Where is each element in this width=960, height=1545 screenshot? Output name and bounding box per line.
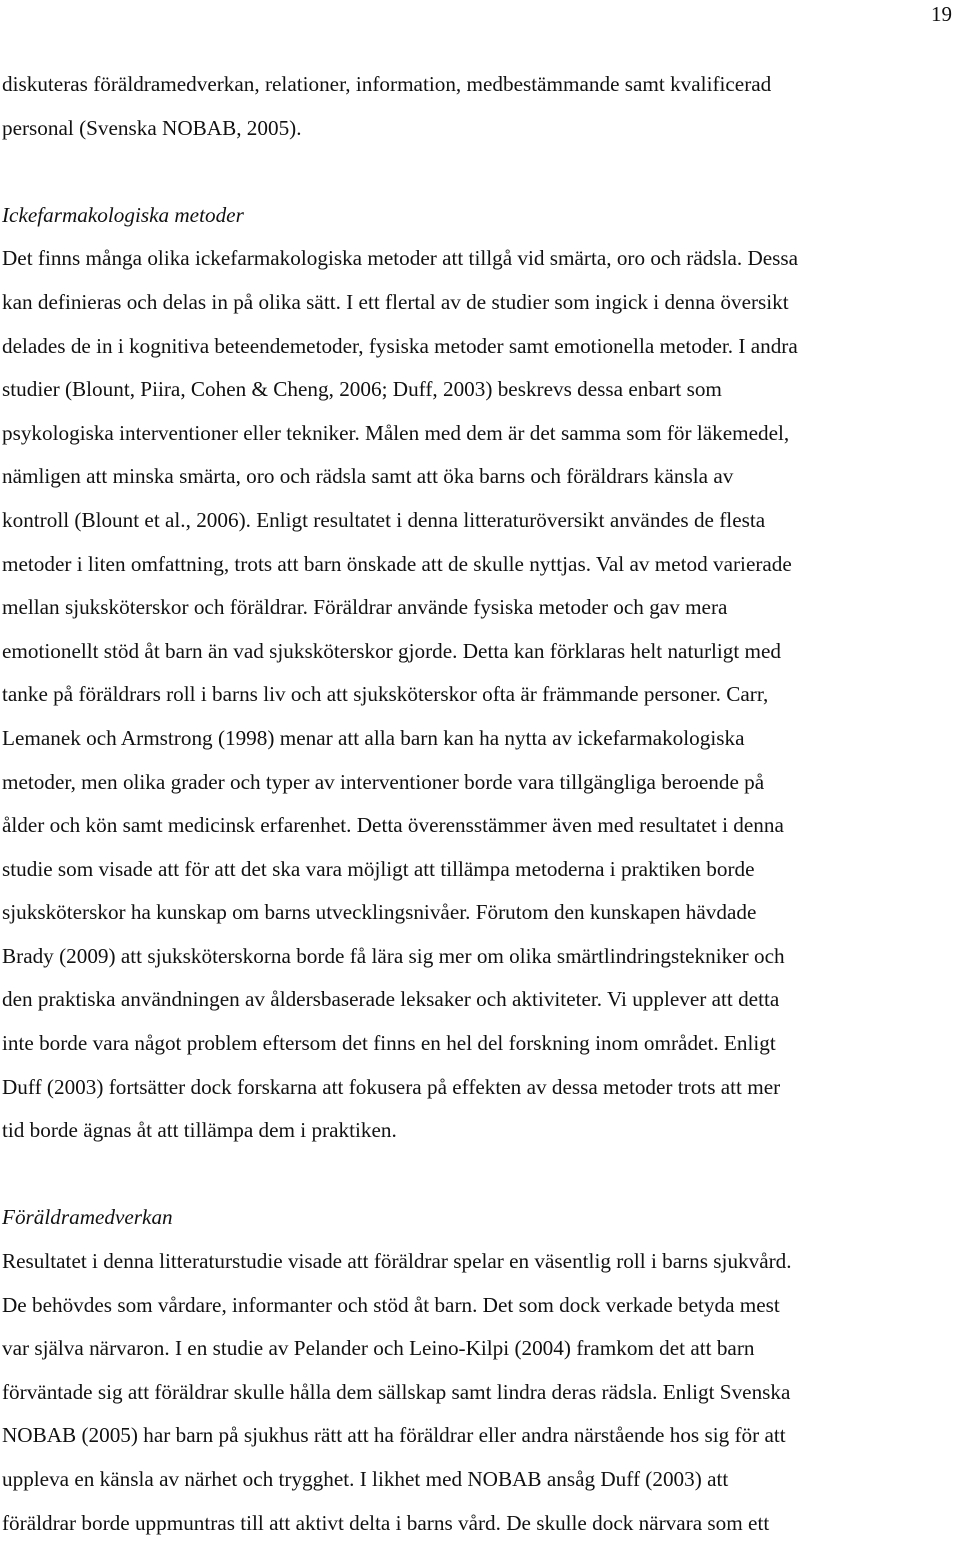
text-line: NOBAB (2005) har barn på sjukhus rätt att ha föräldrar eller andra närstående hos sig för att: [2, 1423, 786, 1448]
text-line: studier (Blount, Piira, Cohen & Cheng, 2006; Duff, 2003) beskrevs dessa enbart som: [2, 377, 722, 402]
text-line: tid borde ägnas åt att tillämpa dem i praktiken.: [2, 1118, 397, 1143]
text-line: metoder i liten omfattning, trots att barn önskade att de skulle nyttjas. Val av metod varierade: [2, 551, 792, 576]
page-number: 19: [931, 2, 952, 26]
text-line: förväntade sig att föräldrar skulle hålla dem sällskap samt lindra deras rädsla. Enligt Svenska: [2, 1379, 791, 1404]
intro-paragraph: [2, 63, 957, 150]
text-line: ålder och kön samt medicinsk erfarenhet. Detta överensstämmer även med resultatet i denna: [2, 813, 784, 838]
text-line: emotionellt stöd åt barn än vad sjuksköterskor gjorde. Detta kan förklaras helt naturligt med: [2, 638, 782, 663]
text-line: Lemanek och Armstrong (1998) menar att alla barn kan ha nytta av ickefarmakologiska: [2, 725, 745, 750]
text-line: inte borde vara något problem eftersom det finns en hel del forskning inom området. Enligt: [2, 1031, 776, 1056]
paragraph-gap: [2, 150, 957, 194]
section-heading: Ickefarmakologiska metoder: [2, 202, 244, 227]
text-line: psykologiska interventioner eller tekniker. Målen med dem är det samma som för läkemedel,: [2, 420, 790, 445]
text-line: delades de in i kognitiva beteendemetoder, fysiska metoder samt emotionella metoder. I andra: [2, 333, 798, 358]
text-line: föräldrar borde uppmuntras till att aktivt delta i barns vård. De skulle dock närvara som ett: [2, 1510, 770, 1535]
text-line: sjuksköterskor ha kunskap om barns utvecklingsnivåer. Förutom den kunskapen hävdade: [2, 900, 757, 925]
text-line: studie som visade att för att det ska vara möjligt att tillämpa metoderna i praktiken borde: [2, 856, 755, 881]
text-line: Resultatet i denna litteraturstudie visade att föräldrar spelar en väsentlig roll i barns sjukvård.: [2, 1249, 792, 1274]
text-line: De behövdes som vårdare, informanter och stöd åt barn. Det som dock verkade betyda mest: [2, 1292, 780, 1317]
text-line: Brady (2009) att sjuksköterskorna borde få lära sig mer om olika smärtlindringstekniker och: [2, 943, 785, 968]
text-line: diskuteras föräldramedverkan, relationer, information, medbestämmande samt kvalificerad: [2, 72, 772, 96]
text-line: nämligen att minska smärta, oro och rädsla samt att öka barns och föräldrars känsla av: [2, 464, 734, 489]
text-line: personal (Svenska NOBAB, 2005).: [2, 115, 302, 140]
text-line: Det finns många olika ickefarmakologiska metoder att tillgå vid smärta, oro och rädsla. Dessa: [2, 246, 799, 271]
document-body: [2, 63, 957, 1545]
text-line: uppleva en känsla av närhet och trygghet. I likhet med NOBAB ansåg Duff (2003) att: [2, 1467, 729, 1491]
text-line: tanke på föräldrars roll i barns liv och att sjuksköterskor ofta är främmande personer. Carr,: [2, 682, 769, 707]
text-line: var själva närvaron. I en studie av Pelander och Leino-Kilpi (2004) framkom det att barn: [2, 1336, 755, 1361]
text-line: Duff (2003) fortsätter dock forskarna att fokusera på effekten av dessa metoder trots att mer: [2, 1074, 781, 1099]
section-foraldramedverkan: [2, 1196, 957, 1545]
text-line: kontroll (Blount et al., 2006). Enligt resultatet i denna litteraturöversikt användes de flesta: [2, 507, 766, 532]
text-line: den praktiska användningen av åldersbaserade leksaker och aktiviteter. Vi upplever att detta: [2, 987, 780, 1012]
paragraph-gap: [2, 1153, 957, 1197]
text-line: kan definieras och delas in på olika sätt. I ett flertal av de studier som ingick i denna översikt: [2, 289, 789, 314]
section-ickefarmakologiska: [2, 194, 957, 1153]
text-line: metoder, men olika grader och typer av interventioner borde vara tillgängliga beroende på: [2, 769, 765, 794]
section-heading: Föräldramedverkan: [2, 1205, 173, 1230]
text-line: mellan sjuksköterskor och föräldrar. Föräldrar använde fysiska metoder och gav mera: [2, 595, 728, 620]
